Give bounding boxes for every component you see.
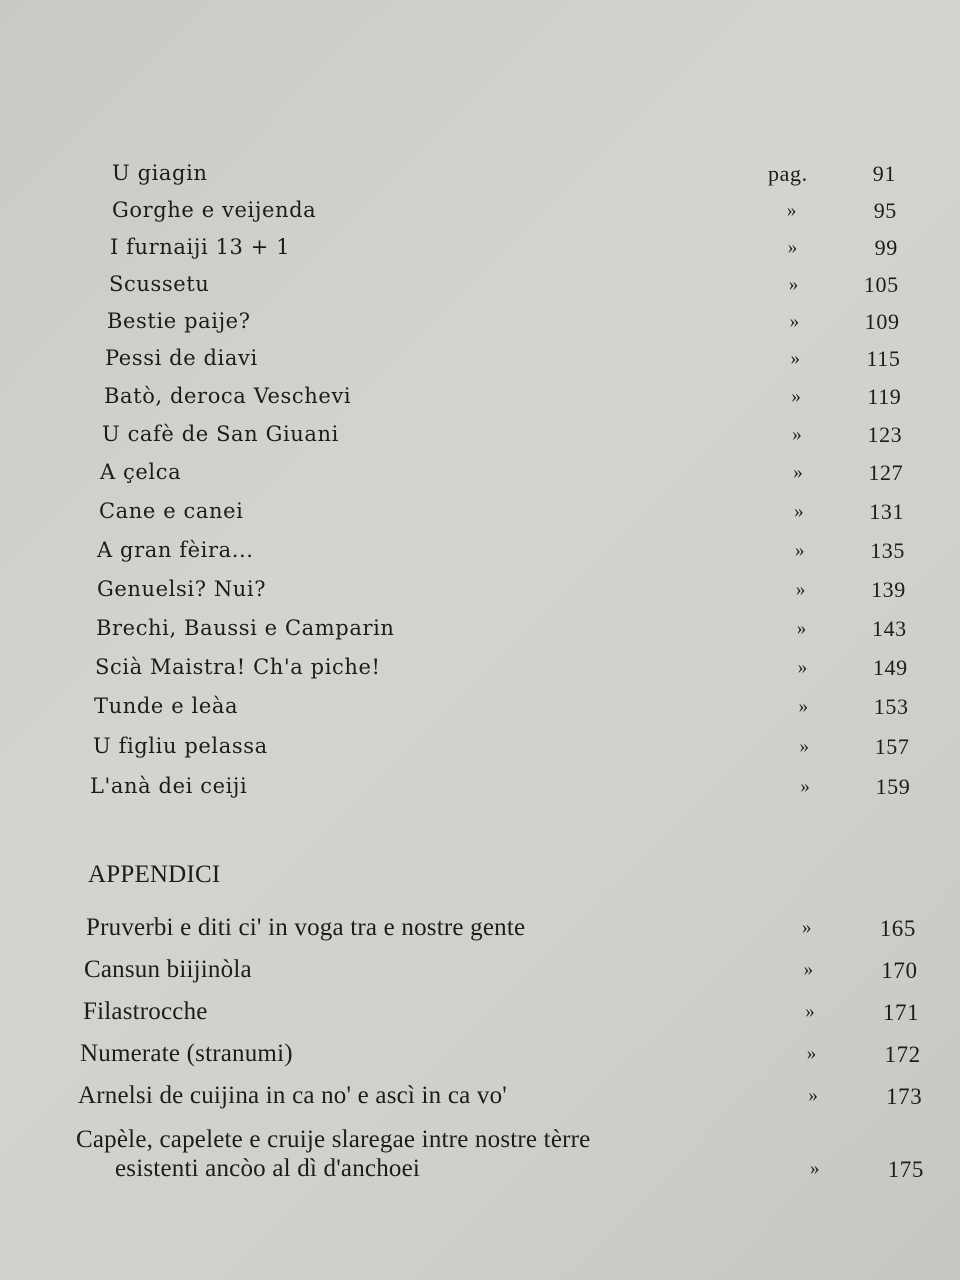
ditto-mark: » xyxy=(788,274,799,295)
page-number: 171 xyxy=(882,1000,920,1025)
ditto-mark: » xyxy=(805,1001,816,1022)
toc-entry-title: Pessi de diavi xyxy=(105,346,258,370)
ditto-mark: » xyxy=(803,959,814,980)
toc-entry-title: L'anà dei ceiji xyxy=(90,774,248,798)
toc-entry-title: Scià Maistra! Ch'a piche! xyxy=(95,655,381,679)
page-label: pag. xyxy=(768,161,808,186)
ditto-mark: » xyxy=(787,237,798,258)
page-number: 115 xyxy=(866,346,901,371)
toc-entry-title: Genuelsi? Nui? xyxy=(97,577,267,601)
toc-entry-title: Bestie paije? xyxy=(107,309,251,333)
toc-entry-title: Brechi, Baussi e Camparin xyxy=(96,616,395,640)
ditto-mark: » xyxy=(792,424,803,445)
page-number: 173 xyxy=(886,1084,923,1109)
ditto-mark: » xyxy=(806,1043,817,1064)
toc-entry-title: Cane e canei xyxy=(99,499,244,523)
page-number: 172 xyxy=(884,1042,921,1067)
ditto-mark: » xyxy=(798,696,809,717)
page-number: 105 xyxy=(863,272,899,297)
ditto-mark: » xyxy=(794,501,805,522)
ditto-mark: » xyxy=(795,540,806,561)
appendix-entry-title: Filastrocche xyxy=(83,998,208,1025)
toc-entry-title: U cafè de San Giuani xyxy=(102,422,339,446)
ditto-mark: » xyxy=(797,657,808,678)
page-number: 170 xyxy=(881,958,918,983)
appendix-entry-title-line2: esistenti ancòo al dì d'anchoei xyxy=(115,1155,421,1182)
page-number: 91 xyxy=(872,161,896,186)
page-number: 99 xyxy=(874,235,898,260)
ditto-mark: » xyxy=(786,200,797,221)
ditto-mark: » xyxy=(789,311,800,332)
page-number: 159 xyxy=(875,774,911,799)
ditto-mark: » xyxy=(791,386,802,407)
ditto-mark: » xyxy=(810,1158,821,1179)
toc-entry-title: A gran fèira... xyxy=(97,538,254,562)
appendix-entry-title: Arnelsi de cuijina in ca no' e ascì in ca vo' xyxy=(78,1082,507,1109)
page-number: 109 xyxy=(864,309,900,334)
appendix-entry-title: Cansun biijinòla xyxy=(84,956,252,983)
page-number: 165 xyxy=(879,916,916,941)
page-number: 157 xyxy=(874,734,910,759)
page-number: 149 xyxy=(872,655,908,680)
page-number: 153 xyxy=(873,694,909,719)
section-heading: APPENDICI xyxy=(88,861,221,888)
toc-entry-title: Gorghe e veijenda xyxy=(112,198,317,222)
page-number: 123 xyxy=(867,422,903,447)
page-number: 131 xyxy=(869,499,905,524)
toc-entry-title: Batò, deroca Veschevi xyxy=(104,384,352,408)
toc-entry-title: I furnaiji 13 + 1 xyxy=(110,235,291,259)
page-number: 119 xyxy=(867,384,902,409)
toc-entry-title: A çelca xyxy=(100,460,182,484)
ditto-mark: » xyxy=(799,736,810,757)
page-number: 127 xyxy=(868,460,904,485)
page-number: 143 xyxy=(871,616,907,641)
toc-entry-title: U giagin xyxy=(112,161,208,185)
ditto-mark: » xyxy=(796,618,807,639)
ditto-mark: » xyxy=(793,462,804,483)
appendix-entry-title: Numerate (stranumi) xyxy=(80,1040,293,1067)
ditto-mark: » xyxy=(800,776,811,797)
ditto-mark: » xyxy=(795,579,806,600)
appendix-entry-title: Pruverbi e diti ci' in voga tra e nostre gente xyxy=(86,914,526,941)
ditto-mark: » xyxy=(808,1085,819,1106)
toc-entry-title: Tunde e leàa xyxy=(94,694,239,718)
page-number: 135 xyxy=(870,538,905,563)
page-number: 95 xyxy=(873,198,897,223)
toc-entry-title: Scussetu xyxy=(109,272,210,296)
appendix-entry-title: Capèle, capelete e cruije slaregae intre nostre tèrre xyxy=(76,1126,591,1153)
page-number: 139 xyxy=(871,577,906,602)
toc-entry-title: U figliu pelassa xyxy=(93,734,268,758)
page-number: 175 xyxy=(887,1157,924,1182)
ditto-mark: » xyxy=(790,348,801,369)
ditto-mark: » xyxy=(802,917,813,938)
